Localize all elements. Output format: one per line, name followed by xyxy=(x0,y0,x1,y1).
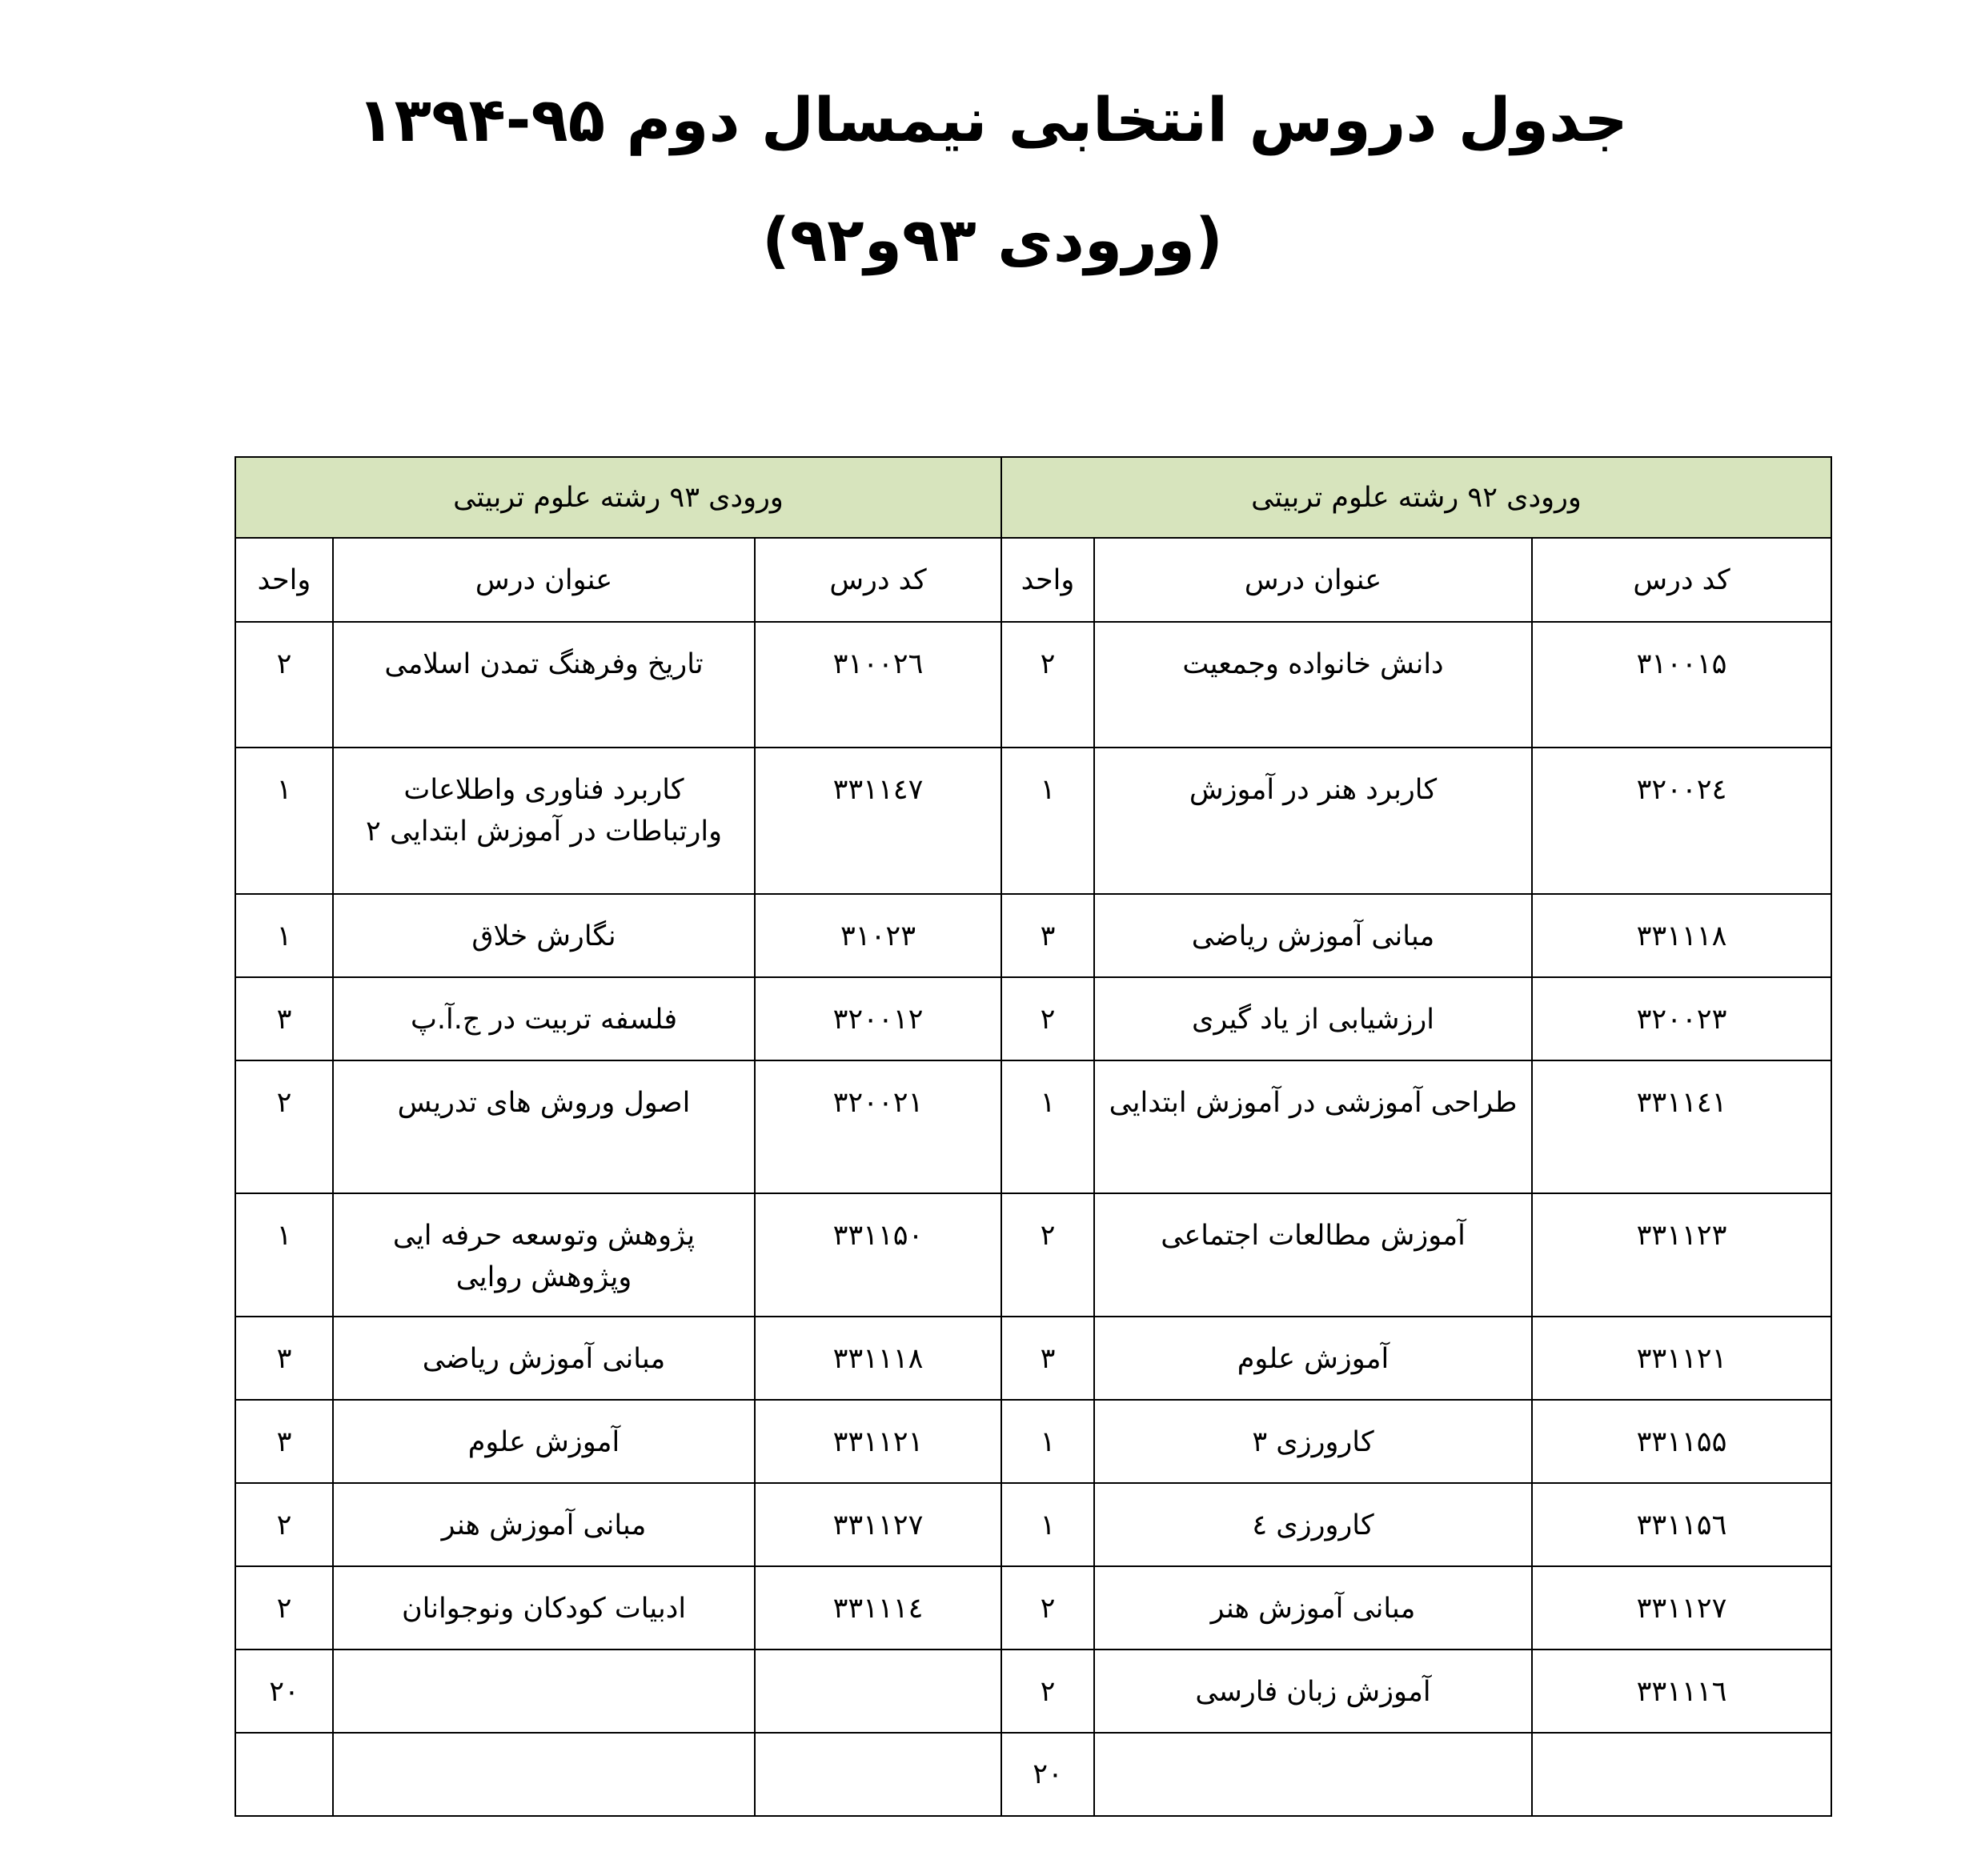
course-name: اصول وروش های تدریس xyxy=(333,1060,755,1193)
course-unit: ۳ xyxy=(235,1317,333,1400)
group-header-row xyxy=(235,457,1831,538)
course-code: ۳۳۱۱۲۷ xyxy=(755,1483,1001,1566)
course-code: ۳۳۱۱۲۳ xyxy=(1532,1193,1831,1317)
column-header-code: کد درس xyxy=(1532,538,1831,622)
column-header-row xyxy=(235,538,1831,622)
course-code: ۳۳۱۱۱٦ xyxy=(1532,1650,1831,1733)
column-header-name: عنوان درس xyxy=(1094,538,1532,622)
course-unit: ۱ xyxy=(235,1193,333,1317)
course-name: آموزش مطالعات اجتماعی xyxy=(1094,1193,1532,1317)
course-code: ۳۳۱۱۵٦ xyxy=(1532,1483,1831,1566)
course-name: مبانی آموزش هنر xyxy=(1094,1566,1532,1650)
column-header-unit: واحد xyxy=(1001,538,1094,622)
course-name: دانش خانواده وجمعیت xyxy=(1094,622,1532,748)
course-code: ۳۲۰۰۲٤ xyxy=(1532,748,1831,894)
course-unit: ۲ xyxy=(235,1483,333,1566)
course-name: ادبیات کودکان ونوجوانان xyxy=(333,1566,755,1650)
course-name: کاربرد هنر در آموزش xyxy=(1094,748,1532,894)
course-name: کارورزی ۳ xyxy=(1094,1400,1532,1483)
column-header-unit: واحد xyxy=(235,538,333,622)
course-name xyxy=(333,1650,755,1733)
table-row xyxy=(235,622,1831,748)
course-unit: ۳ xyxy=(1001,894,1094,977)
group-title-93: ورودی ۹۳ رشته علوم تربیتی xyxy=(235,457,1001,538)
course-unit: ۲ xyxy=(1001,1566,1094,1650)
table-row xyxy=(235,1400,1831,1483)
course-code: ۳۳۱۱۱۸ xyxy=(755,1317,1001,1400)
course-unit: ۱ xyxy=(1001,748,1094,894)
table-row xyxy=(235,1650,1831,1733)
course-name: نگارش خلاق xyxy=(333,894,755,977)
course-unit: ۲ xyxy=(235,1566,333,1650)
table-row xyxy=(235,1317,1831,1400)
table-row xyxy=(235,1193,1831,1317)
course-code: ۳۲۰۰۲۳ xyxy=(1532,977,1831,1060)
course-unit xyxy=(235,1733,333,1816)
course-code: ۳۳۱۱۲۱ xyxy=(755,1400,1001,1483)
course-unit: ۲ xyxy=(235,1060,333,1193)
column-header-code: کد درس xyxy=(755,538,1001,622)
course-name: پژوهش وتوسعه حرفه ایی وپژوهش روایی xyxy=(333,1193,755,1317)
course-unit: ۲ xyxy=(235,622,333,748)
total-units-93: ۲۰ xyxy=(235,1650,333,1733)
course-unit: ۲ xyxy=(1001,977,1094,1060)
table-row xyxy=(235,1733,1831,1816)
course-code xyxy=(755,1733,1001,1816)
course-name: آموزش علوم xyxy=(1094,1317,1532,1400)
course-unit: ۲ xyxy=(1001,1193,1094,1317)
course-name: آموزش زبان فارسی xyxy=(1094,1650,1532,1733)
course-name: تاریخ وفرهنگ تمدن اسلامی xyxy=(333,622,755,748)
course-code: ۳۳۱۱۲۱ xyxy=(1532,1317,1831,1400)
course-unit: ۱ xyxy=(1001,1483,1094,1566)
course-code: ۳۱۰۰۱۵ xyxy=(1532,622,1831,748)
total-units-92: ۲۰ xyxy=(1001,1733,1094,1816)
table-row xyxy=(235,894,1831,977)
course-name: فلسفه تربیت در ج.آ.پ xyxy=(333,977,755,1060)
course-unit: ۳ xyxy=(235,1400,333,1483)
course-unit: ۱ xyxy=(1001,1060,1094,1193)
course-unit: ۱ xyxy=(1001,1400,1094,1483)
course-name: طراحی آموزشی در آموزش ابتدایی xyxy=(1094,1060,1532,1193)
course-code: ۳۳۱۱۲۷ xyxy=(1532,1566,1831,1650)
table-row xyxy=(235,748,1831,894)
course-unit: ۳ xyxy=(1001,1317,1094,1400)
course-code: ۳۱۰۰۲٦ xyxy=(755,622,1001,748)
course-name xyxy=(333,1733,755,1816)
course-unit: ۱ xyxy=(235,894,333,977)
course-code: ۳۳۱۱٤۱ xyxy=(1532,1060,1831,1193)
course-name: آموزش علوم xyxy=(333,1400,755,1483)
course-unit: ۲ xyxy=(1001,622,1094,748)
table-row xyxy=(235,1060,1831,1193)
course-code: ۳۳۱۱۵۰ xyxy=(755,1193,1001,1317)
course-code: ۳۳۱۱۱۸ xyxy=(1532,894,1831,977)
course-code: ۳۲۰۰۱۲ xyxy=(755,977,1001,1060)
course-code: ۳۱۰۲۳ xyxy=(755,894,1001,977)
column-header-name: عنوان درس xyxy=(333,538,755,622)
course-name: مبانی آموزش ریاضی xyxy=(333,1317,755,1400)
course-name: کارورزی ٤ xyxy=(1094,1483,1532,1566)
course-name: کاربرد فناوری واطلاعات وارتباطات در آموزش ابتدایی ۲ xyxy=(333,748,755,894)
group-title-92: ورودی ۹۲ رشته علوم تربیتی xyxy=(1001,457,1831,538)
course-unit: ۱ xyxy=(235,748,333,894)
table-row xyxy=(235,1483,1831,1566)
course-name: ارزشیابی از یاد گیری xyxy=(1094,977,1532,1060)
course-code xyxy=(755,1650,1001,1733)
table-row xyxy=(235,1566,1831,1650)
table-row xyxy=(235,977,1831,1060)
course-name: مبانی آموزش ریاضی xyxy=(1094,894,1532,977)
course-table xyxy=(235,456,1832,1817)
page-title: جدول دروس انتخابی نیمسال دوم ۹۵-۱۳۹۴ xyxy=(357,84,1628,155)
course-code xyxy=(1532,1733,1831,1816)
course-name: مبانی آموزش هنر xyxy=(333,1483,755,1566)
course-name xyxy=(1094,1733,1532,1816)
course-code: ۳۲۰۰۲۱ xyxy=(755,1060,1001,1193)
course-unit: ۳ xyxy=(235,977,333,1060)
page-subtitle: (ورودی ۹۳و۹۲) xyxy=(762,204,1223,275)
course-code: ۳۳۱۱۵۵ xyxy=(1532,1400,1831,1483)
course-code: ۳۳۱۱۱٤ xyxy=(755,1566,1001,1650)
course-code: ۳۳۱۱٤۷ xyxy=(755,748,1001,894)
course-unit: ۲ xyxy=(1001,1650,1094,1733)
